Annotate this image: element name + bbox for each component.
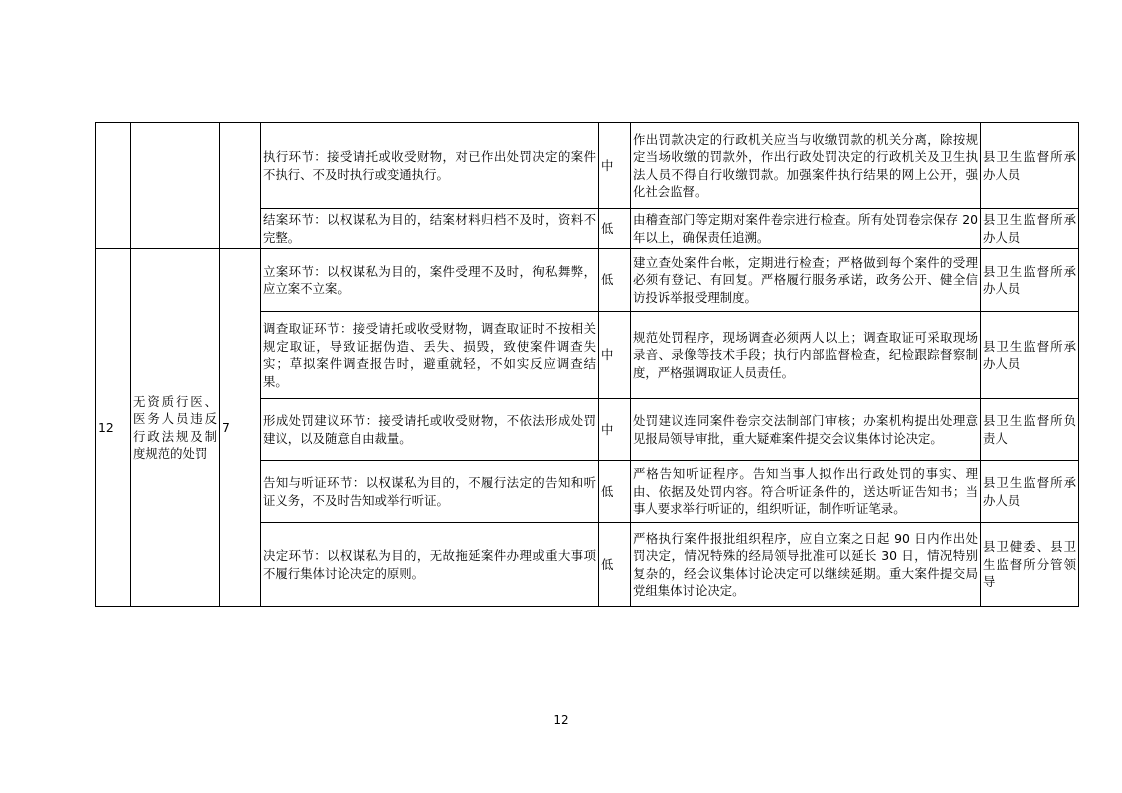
- risk-control-table: [95, 122, 1079, 607]
- risk-step: 立案环节：以权谋私为目的，案件受理不及时，徇私舞弊，应立案不立案。: [261, 249, 599, 312]
- control-measure: 规范处罚程序，现场调查必须两人以上；调查取证可采取现场录音、录像等技术手段；执行内部监督检查，纪检跟踪督察制度，严格强调取证人员责任。: [631, 312, 981, 399]
- risk-step: 决定环节：以权谋私为目的，无故拖延案件办理或重大事项不履行集体讨论决定的原则。: [261, 523, 599, 607]
- item-name: 无资质行医、医务人员违反行政法规及制度规范的处罚: [131, 249, 220, 607]
- item-number-cell-empty: [96, 123, 131, 249]
- risk-level: 低: [599, 523, 631, 607]
- item-count: 7: [220, 249, 261, 607]
- control-measure: 建立查处案件台帐，定期进行检查；严格做到每个案件的受理必须有登记、有回复。严格履行服务承诺，政务公开、健全信访投诉举报受理制度。: [631, 249, 981, 312]
- risk-level: 低: [599, 209, 631, 249]
- item-number: 12: [96, 249, 131, 607]
- risk-level: 中: [599, 123, 631, 209]
- risk-step: 执行环节：接受请托或收受财物，对已作出处罚决定的案件不执行、不及时执行或变通执行。: [261, 123, 599, 209]
- control-measure: 处罚建议连同案件卷宗交法制部门审核；办案机构提出处理意见报局领导审批，重大疑难案件提交会议集体讨论决定。: [631, 399, 981, 461]
- table-row: [96, 249, 1079, 312]
- responsible-party: 县卫生监督所承办人员: [981, 461, 1079, 523]
- page-number: 12: [553, 713, 569, 727]
- responsible-party: 县卫生监督所承办人员: [981, 123, 1079, 209]
- risk-level: 中: [599, 399, 631, 461]
- risk-step: 调查取证环节：接受请托或收受财物，调查取证时不按相关规定取证，导致证据伪造、丢失、损毁，致使案件调查失实；草拟案件调查报告时，避重就轻，不如实反应调查结果。: [261, 312, 599, 399]
- control-measure: 严格执行案件报批组织程序，应自立案之日起 90 日内作出处罚决定，情况特殊的经局领导批准可以延长 30 日，情况特别复杂的，经会议集体讨论决定可以继续延期。重大案件提交局党组集体讨论决定。: [631, 523, 981, 607]
- risk-level: 低: [599, 461, 631, 523]
- risk-step: 告知与听证环节：以权谋私为目的，不履行法定的告知和听证义务，不及时告知或举行听证。: [261, 461, 599, 523]
- risk-level: 中: [599, 312, 631, 399]
- responsible-party: 县卫生监督所负责人: [981, 399, 1079, 461]
- risk-step: 形成处罚建议环节：接受请托或收受财物，不依法形成处罚建议，以及随意自由裁量。: [261, 399, 599, 461]
- risk-step: 结案环节：以权谋私为目的，结案材料归档不及时，资料不完整。: [261, 209, 599, 249]
- item-count-cell-empty: [220, 123, 261, 249]
- responsible-party: 县卫生监督所承办人员: [981, 209, 1079, 249]
- table-row: [96, 123, 1079, 209]
- item-name-cell-empty: [131, 123, 220, 249]
- control-measure: 作出罚款决定的行政机关应当与收缴罚款的机关分离，除按规定当场收缴的罚款外，作出行政处罚决定的行政机关及卫生执法人员不得自行收缴罚款。加强案件执行结果的网上公开，强化社会监督。: [631, 123, 981, 209]
- responsible-party: 县卫健委、县卫生监督所分管领导: [981, 523, 1079, 607]
- responsible-party: 县卫生监督所承办人员: [981, 249, 1079, 312]
- risk-level: 低: [599, 249, 631, 312]
- responsible-party: 县卫生监督所承办人员: [981, 312, 1079, 399]
- control-measure: 严格告知听证程序。告知当事人拟作出行政处罚的事实、理由、依据及处罚内容。符合听证条件的，送达听证告知书；当事人要求举行听证的，组织听证，制作听证笔录。: [631, 461, 981, 523]
- control-measure: 由稽查部门等定期对案件卷宗进行检查。所有处罚卷宗保存 20 年以上，确保责任追溯。: [631, 209, 981, 249]
